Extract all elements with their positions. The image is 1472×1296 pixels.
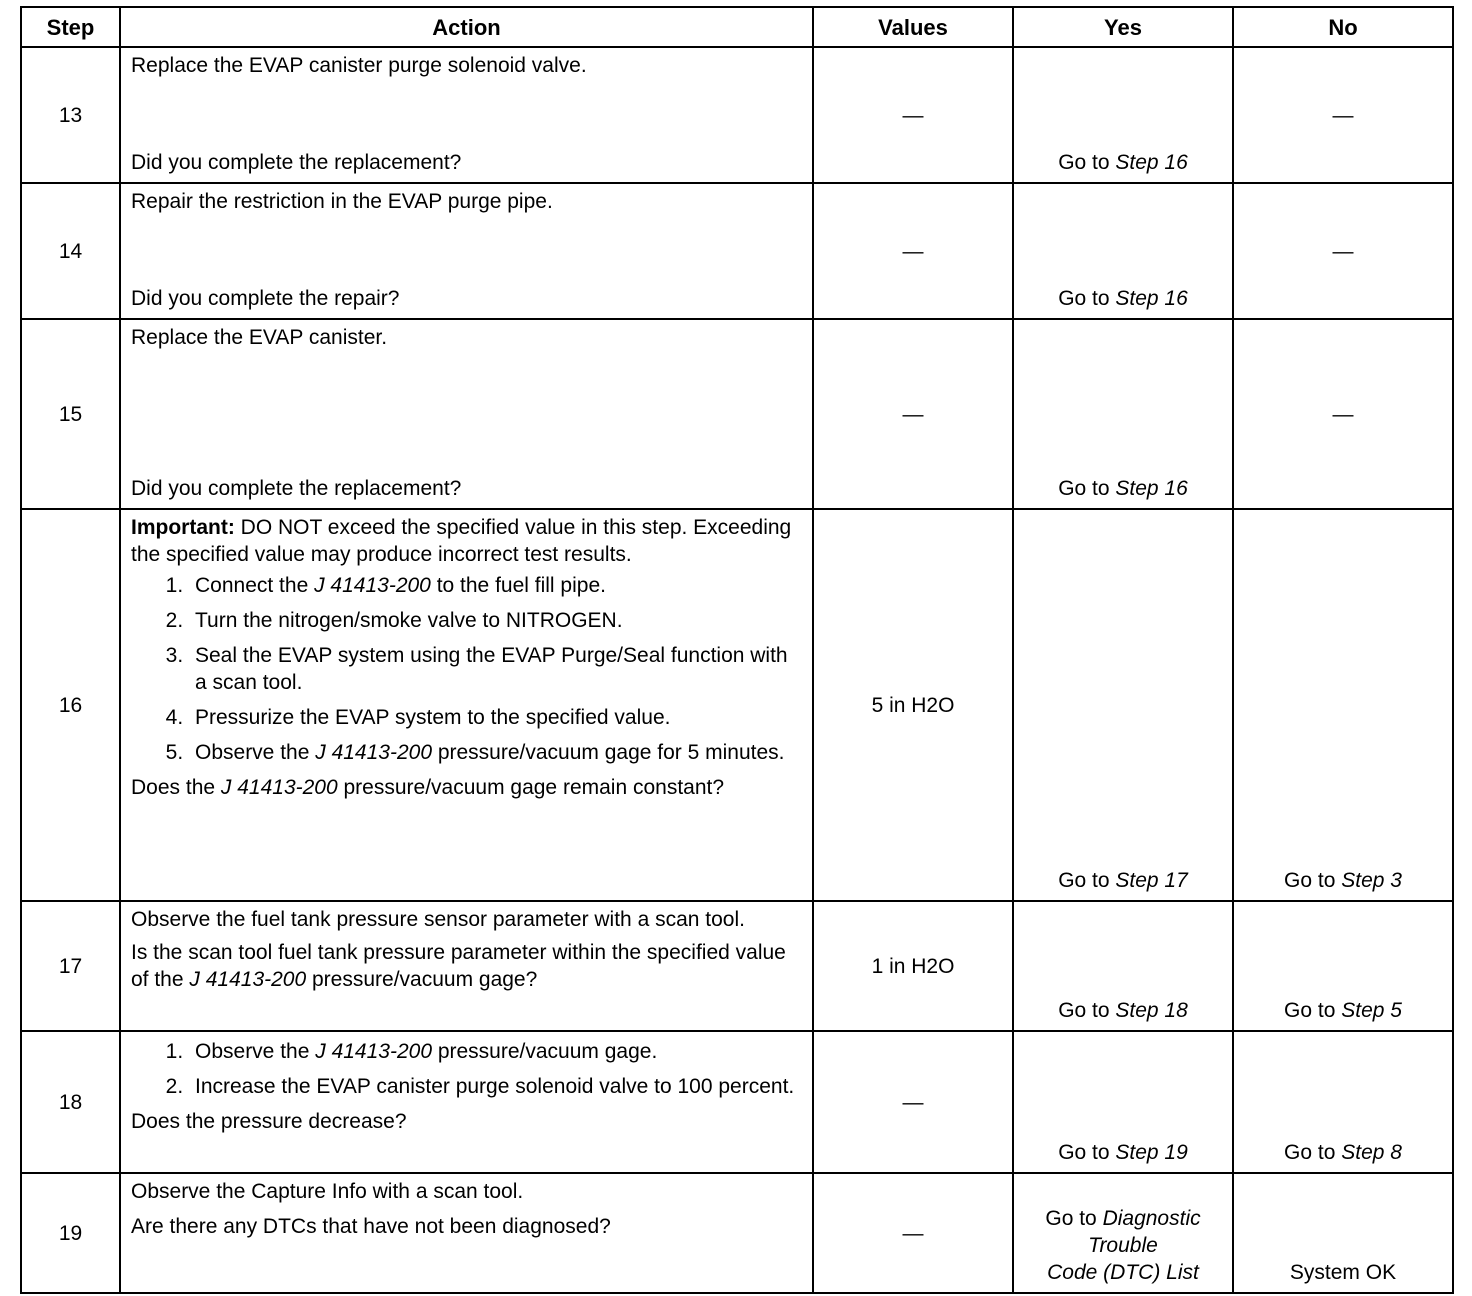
action-text: Replace the EVAP canister purge solenoid valve.: [131, 54, 587, 77]
action-text: Repair the restriction in the EVAP purge pipe.: [131, 190, 553, 213]
procedure-list: [131, 1038, 802, 1100]
yes-cell: [1013, 1031, 1233, 1173]
step-number: 19: [21, 1173, 120, 1293]
yes-cell: [1013, 901, 1233, 1031]
header-step: Step: [21, 7, 120, 47]
question-part: pressure/vacuum gage?: [306, 968, 538, 991]
question-text: Did you complete the replacement?: [131, 477, 462, 500]
question-text: Are there any DTCs that have not been diagnosed?: [131, 1215, 611, 1238]
value-cell: 1 in H2O: [813, 901, 1013, 1031]
list-item: [189, 739, 802, 766]
yes-prefix: Go to: [1058, 151, 1116, 174]
step-link[interactable]: Step 16: [1115, 151, 1188, 174]
yes-cell: [1013, 319, 1233, 509]
list-item-text: Observe the: [195, 1040, 316, 1063]
step-link[interactable]: Step 18: [1115, 999, 1188, 1022]
action-cell: [120, 901, 813, 1031]
step-link[interactable]: Step 16: [1115, 287, 1188, 310]
header-action: Action: [120, 7, 813, 47]
procedure-list: [131, 572, 802, 766]
question-part: Does the: [131, 776, 221, 799]
no-cell: [1233, 509, 1453, 901]
step-number: 16: [21, 509, 120, 901]
header-row: [21, 7, 1453, 47]
tool-name: J 41413-200: [315, 741, 432, 764]
list-item: [189, 1038, 802, 1065]
list-item-text: Observe the: [195, 741, 316, 764]
table-row: [21, 1173, 1453, 1293]
yes-prefix: Go to: [1045, 1207, 1103, 1230]
tool-name: J 41413-200: [315, 1040, 432, 1063]
action-text: Observe the fuel tank pressure sensor parameter with a scan tool.: [131, 908, 745, 931]
step-link[interactable]: Step 17: [1115, 869, 1188, 892]
action-cell: [120, 509, 813, 901]
yes-cell: [1013, 1173, 1233, 1293]
step-number: 13: [21, 47, 120, 183]
list-item-text: pressure/vacuum gage for 5 minutes.: [432, 741, 785, 764]
list-item: 4. Pressurize the EVAP system to the specified value.: [189, 704, 802, 731]
header-yes: Yes: [1013, 7, 1233, 47]
action-cell: [120, 183, 813, 319]
action-text: Observe the Capture Info with a scan tool.: [131, 1180, 524, 1203]
value-cell: —: [813, 1173, 1013, 1293]
step-number: 14: [21, 183, 120, 319]
important-text: DO NOT exceed the specified value in this step. Exceeding the specified value may produce incorrect test results.: [131, 516, 792, 566]
no-cell: —: [1233, 47, 1453, 183]
dtc-list-link[interactable]: Diagnostic: [1102, 1207, 1201, 1230]
yes-cell: [1013, 47, 1233, 183]
question-text: [131, 939, 802, 993]
step-link[interactable]: Step 19: [1115, 1141, 1188, 1164]
question-text: [131, 774, 802, 801]
important-label: Important:: [131, 516, 235, 539]
value-cell: —: [813, 47, 1013, 183]
header-no: No: [1233, 7, 1453, 47]
value-cell: —: [813, 183, 1013, 319]
list-item: 2. Increase the EVAP canister purge solenoid valve to 100 percent.: [189, 1073, 802, 1100]
yes-prefix: Go to: [1058, 477, 1116, 500]
table-row: [21, 183, 1453, 319]
dtc-list-link[interactable]: Code (DTC) List: [1047, 1261, 1199, 1284]
list-item-text: to the fuel fill pipe.: [430, 574, 606, 597]
important-note: [131, 514, 802, 568]
no-cell: —: [1233, 183, 1453, 319]
list-item: 3. Seal the EVAP system using the EVAP Purge/Seal function with a scan tool.: [189, 642, 802, 696]
list-item: 2. Turn the nitrogen/smoke valve to NITROGEN.: [189, 607, 802, 634]
no-prefix: Go to: [1284, 1141, 1342, 1164]
list-item: [189, 572, 802, 599]
step-number: 15: [21, 319, 120, 509]
tool-name: J 41413-200: [314, 574, 431, 597]
action-text: Replace the EVAP canister.: [131, 326, 388, 349]
value-cell: —: [813, 1031, 1013, 1173]
header-values: Values: [813, 7, 1013, 47]
table-row: [21, 319, 1453, 509]
tool-name: J 41413-200: [220, 776, 338, 799]
value-cell: 5 in H2O: [813, 509, 1013, 901]
question-text: Did you complete the repair?: [131, 287, 400, 310]
step-link[interactable]: Step 3: [1341, 869, 1402, 892]
step-link[interactable]: Step 5: [1341, 999, 1402, 1022]
list-item-text: Connect the: [195, 574, 315, 597]
step-number: 18: [21, 1031, 120, 1173]
question-part: pressure/vacuum gage remain constant?: [337, 776, 725, 799]
table-row: [21, 901, 1453, 1031]
action-cell: [120, 319, 813, 509]
action-cell: [120, 47, 813, 183]
list-item-text: pressure/vacuum gage.: [432, 1040, 658, 1063]
yes-cell: [1013, 509, 1233, 901]
question-text: Did you complete the replacement?: [131, 151, 462, 174]
step-number: 17: [21, 901, 120, 1031]
table-row: [21, 509, 1453, 901]
tool-name: J 41413-200: [189, 968, 307, 991]
question-text: Does the pressure decrease?: [131, 1110, 407, 1133]
yes-cell: [1013, 183, 1233, 319]
step-link[interactable]: Step 16: [1115, 477, 1188, 500]
dtc-list-link[interactable]: Trouble: [1088, 1234, 1158, 1257]
no-cell: [1233, 901, 1453, 1031]
table-row: [21, 1031, 1453, 1173]
table-row: [21, 47, 1453, 183]
question-part: Is the scan tool fuel tank pressure parameter within the specified value of the: [131, 941, 786, 991]
yes-prefix: Go to: [1058, 999, 1116, 1022]
action-cell: [120, 1031, 813, 1173]
value-cell: —: [813, 319, 1013, 509]
step-link[interactable]: Step 8: [1341, 1141, 1402, 1164]
yes-prefix: Go to: [1058, 1141, 1116, 1164]
yes-prefix: Go to: [1058, 869, 1116, 892]
yes-prefix: Go to: [1058, 287, 1116, 310]
no-prefix: Go to: [1284, 999, 1342, 1022]
diagnostic-table: [20, 6, 1454, 1294]
no-prefix: Go to: [1284, 869, 1342, 892]
no-cell: System OK: [1233, 1173, 1453, 1293]
action-cell: [120, 1173, 813, 1293]
no-cell: [1233, 1031, 1453, 1173]
no-cell: —: [1233, 319, 1453, 509]
